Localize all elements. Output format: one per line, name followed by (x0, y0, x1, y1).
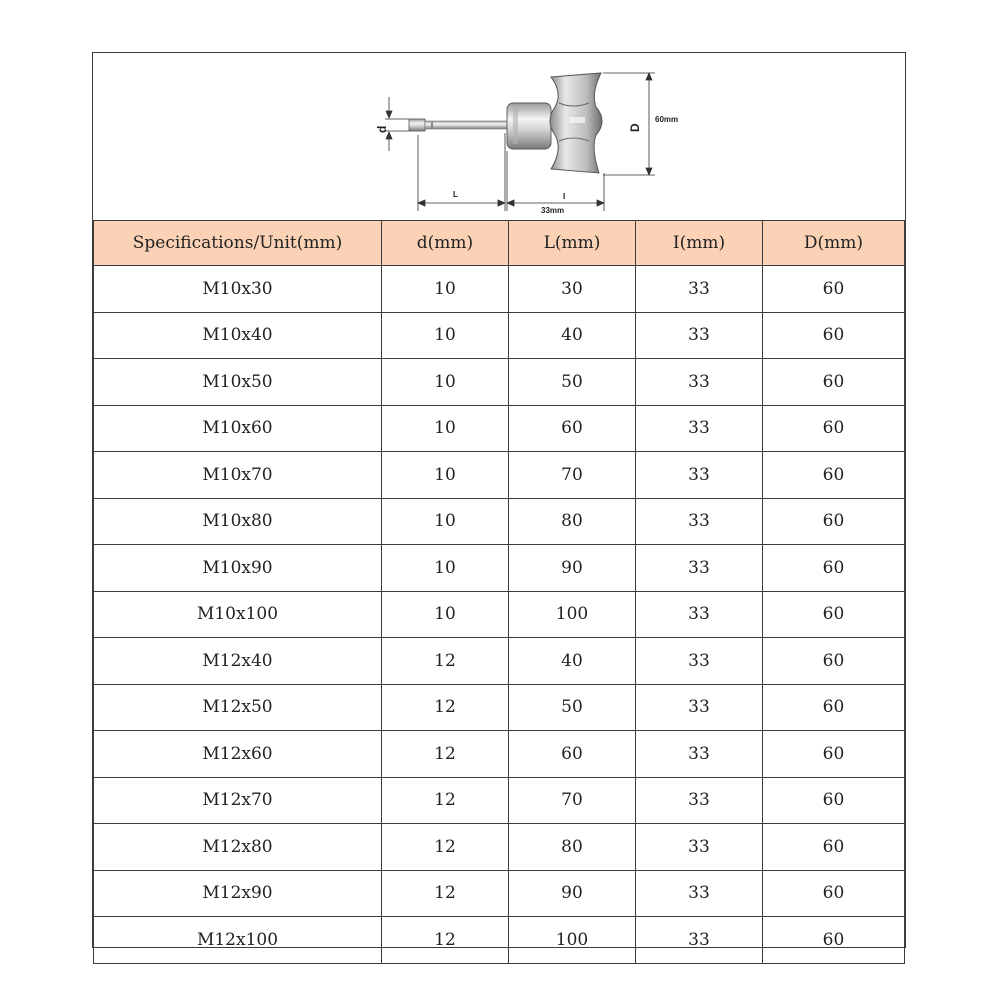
spec-cell: M10x90 (94, 545, 382, 592)
I-cell: 33 (636, 777, 763, 824)
header-specifications: Specifications/Unit(mm) (94, 221, 382, 266)
D-cell: 60 (763, 917, 905, 964)
label-D: D (628, 123, 642, 132)
header-L: L(mm) (509, 221, 636, 266)
D-cell: 60 (763, 545, 905, 592)
label-L: L (453, 190, 458, 199)
dim-D-value: 60mm (655, 115, 679, 124)
D-cell: 60 (763, 591, 905, 638)
table-row (94, 917, 905, 964)
I-cell: 33 (636, 266, 763, 313)
d-cell: 12 (382, 684, 509, 731)
spec-cell: M12x40 (94, 638, 382, 685)
d-cell: 10 (382, 312, 509, 359)
d-cell: 10 (382, 359, 509, 406)
L-cell: 40 (509, 638, 636, 685)
d-cell: 10 (382, 405, 509, 452)
d-cell: 12 (382, 731, 509, 778)
table-row (94, 452, 905, 499)
L-cell: 70 (509, 452, 636, 499)
D-cell: 60 (763, 452, 905, 499)
L-cell: 90 (509, 545, 636, 592)
spec-cell: M10x50 (94, 359, 382, 406)
spec-cell: M10x30 (94, 266, 382, 313)
table-header (94, 221, 905, 266)
I-cell: 33 (636, 638, 763, 685)
spec-table (93, 220, 905, 964)
label-d: d (375, 125, 389, 133)
D-cell: 60 (763, 312, 905, 359)
d-cell: 10 (382, 452, 509, 499)
header-row (94, 221, 905, 266)
spec-cell: M10x70 (94, 452, 382, 499)
I-cell: 33 (636, 870, 763, 917)
L-cell: 80 (509, 824, 636, 871)
d-cell: 12 (382, 870, 509, 917)
L-cell: 60 (509, 405, 636, 452)
table-row (94, 638, 905, 685)
spec-cell: M12x80 (94, 824, 382, 871)
table-row (94, 312, 905, 359)
L-cell: 60 (509, 731, 636, 778)
d-cell: 10 (382, 591, 509, 638)
D-cell: 60 (763, 638, 905, 685)
d-cell: 10 (382, 266, 509, 313)
D-cell: 60 (763, 684, 905, 731)
table-row (94, 777, 905, 824)
header-d: d(mm) (382, 221, 509, 266)
table-row (94, 545, 905, 592)
table-row (94, 266, 905, 313)
I-cell: 33 (636, 731, 763, 778)
D-cell: 60 (763, 266, 905, 313)
spec-cell: M10x80 (94, 498, 382, 545)
D-cell: 60 (763, 359, 905, 406)
I-cell: 33 (636, 359, 763, 406)
L-cell: 80 (509, 498, 636, 545)
dim-I-value: 33mm (541, 206, 565, 215)
table-row (94, 684, 905, 731)
table-row (94, 359, 905, 406)
L-cell: 90 (509, 870, 636, 917)
I-cell: 33 (636, 405, 763, 452)
spec-sheet (92, 52, 906, 948)
shaft (409, 119, 507, 131)
dimension-L (418, 133, 505, 211)
spec-cell: M12x70 (94, 777, 382, 824)
D-cell: 60 (763, 405, 905, 452)
I-cell: 33 (636, 591, 763, 638)
L-cell: 30 (509, 266, 636, 313)
header-I: I(mm) (636, 221, 763, 266)
d-cell: 12 (382, 638, 509, 685)
table-row (94, 870, 905, 917)
I-cell: 33 (636, 452, 763, 499)
table-row (94, 498, 905, 545)
spec-cell: M10x100 (94, 591, 382, 638)
L-cell: 100 (509, 917, 636, 964)
D-cell: 60 (763, 731, 905, 778)
D-cell: 60 (763, 498, 905, 545)
spec-cell: M10x60 (94, 405, 382, 452)
d-cell: 10 (382, 545, 509, 592)
I-cell: 33 (636, 498, 763, 545)
knob-bolt-drawing (93, 53, 904, 220)
collar (507, 103, 551, 149)
label-I: I (563, 192, 566, 201)
dimension-d (385, 97, 409, 151)
spec-cell: M12x50 (94, 684, 382, 731)
I-cell: 33 (636, 545, 763, 592)
I-cell: 33 (636, 824, 763, 871)
spec-cell: M10x40 (94, 312, 382, 359)
header-D: D(mm) (763, 221, 905, 266)
I-cell: 33 (636, 684, 763, 731)
table-row (94, 731, 905, 778)
star-knob (550, 73, 602, 173)
D-cell: 60 (763, 824, 905, 871)
L-cell: 50 (509, 359, 636, 406)
table-row (94, 591, 905, 638)
table-row (94, 405, 905, 452)
D-cell: 60 (763, 870, 905, 917)
d-cell: 10 (382, 498, 509, 545)
table-body (94, 266, 905, 964)
table-row (94, 824, 905, 871)
L-cell: 50 (509, 684, 636, 731)
d-cell: 12 (382, 824, 509, 871)
d-cell: 12 (382, 777, 509, 824)
I-cell: 33 (636, 917, 763, 964)
D-cell: 60 (763, 777, 905, 824)
spec-cell: M12x100 (94, 917, 382, 964)
dimension-diagram (93, 53, 905, 220)
spec-cell: M12x60 (94, 731, 382, 778)
spec-cell: M12x90 (94, 870, 382, 917)
d-cell: 12 (382, 917, 509, 964)
L-cell: 40 (509, 312, 636, 359)
L-cell: 70 (509, 777, 636, 824)
L-cell: 100 (509, 591, 636, 638)
I-cell: 33 (636, 312, 763, 359)
